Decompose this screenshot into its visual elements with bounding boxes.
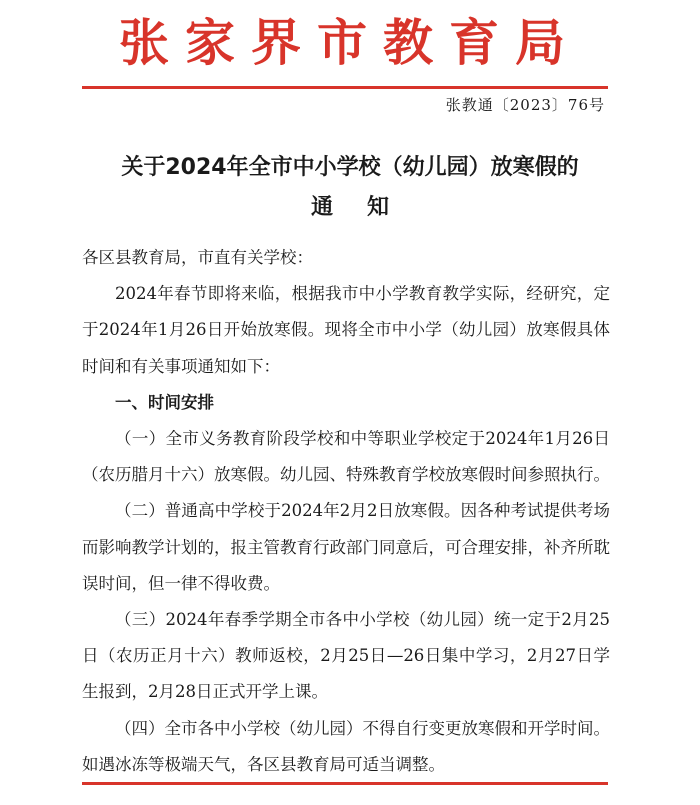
salutation: 各区县教育局，市直有关学校： [82, 248, 313, 267]
red-divider-bottom [82, 782, 608, 785]
schedule-item-1: （一）全市义务教育阶段学校和中等职业学校定于2024年1月26日（农历腊月十六）放寒假。幼儿园、特殊教育学校放寒假时间参照执行。 [82, 429, 610, 485]
schedule-item-3: （三）2024年春季学期全市各中小学校（幼儿园）统一定于2月25日（农历正月十六）教师返校，2月25日—26日集中学习，2月27日学生报到，2月28日正式开学上课。 [82, 610, 610, 702]
notice-body [82, 240, 610, 783]
schedule-item-4: （四）全市各中小学校（幼儿园）不得自行变更放寒假和开学时间。如遇冰冻等极端天气，各区县教育局可适当调整。 [82, 718, 610, 774]
intro-paragraph: 2024年春节即将来临，根据我市中小学教育教学实际，经研究，定于2024年1月26日开始放寒假。现将全市中小学（幼儿园）放寒假具体时间和有关事项通知如下： [82, 284, 610, 376]
section-heading-schedule: 一、时间安排 [115, 392, 214, 412]
red-divider-top [82, 86, 608, 89]
document-number: 张教通〔2023〕76号 [445, 96, 605, 114]
notice-title-line1: 关于2024年全市中小学校（幼儿园）放寒假的 [121, 155, 579, 180]
issuing-authority-title: 张家界市教育局 [119, 14, 581, 72]
schedule-item-2: （二）普通高中学校于2024年2月2日放寒假。因各种考试提供考场而影响教学计划的，报主管教育行政部门同意后，可合理安排，补齐所耽误时间，但一律不得收费。 [82, 501, 610, 593]
notice-title-line2: 通知 [310, 195, 423, 220]
